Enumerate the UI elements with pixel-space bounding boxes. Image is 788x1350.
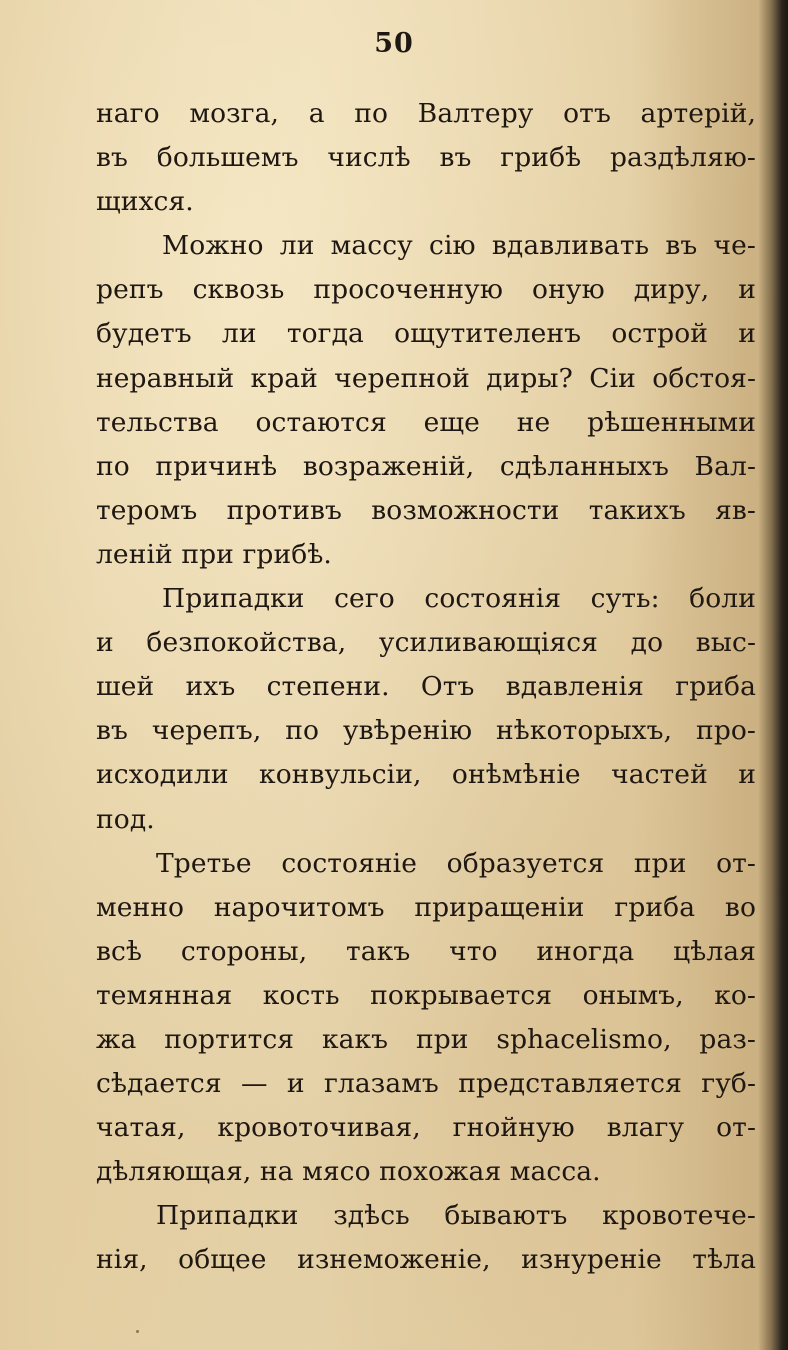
text-line: всѣ стороны, такъ что иногда цѣлая bbox=[96, 935, 756, 967]
text-line: Можно ли массу сiю вдавливать въ че- bbox=[162, 230, 756, 262]
text-line: репъ сквозь просоченную оную диру, и bbox=[96, 274, 756, 306]
page-edge-shadow bbox=[758, 0, 788, 1350]
text-line: под. bbox=[96, 803, 155, 835]
text-line: шей ихъ степени. Отъ вдавленiя гриба bbox=[96, 671, 756, 703]
text-line: темянная кость покрывается онымъ, ко- bbox=[96, 979, 756, 1011]
text-line: чатая, кровоточивая, гнойную влагу от- bbox=[96, 1112, 756, 1144]
text-line: въ черепъ, по увѣренiю нѣкоторыхъ, про- bbox=[96, 715, 756, 747]
text-line: Припадки сего состоянiя суть: боли bbox=[162, 583, 756, 615]
text-line: нiя, общее изнеможенiе, изнуренiе тѣла bbox=[96, 1244, 756, 1276]
page-number: 50 bbox=[374, 28, 414, 59]
text-line: наго мозга, а по Валтеру отъ артерiй, bbox=[96, 98, 756, 129]
text-line: исходили конвульсiи, онѣмѣнiе частей и bbox=[96, 759, 756, 791]
text-line: Третье состоянiе образуется при от- bbox=[156, 847, 756, 879]
text-line: будетъ ли тогда ощутителенъ острой и bbox=[96, 318, 756, 350]
text-line: Припадки здѣсь бываютъ кровотече- bbox=[156, 1200, 756, 1232]
text-line: сѣдается — и глазамъ представляется губ- bbox=[96, 1068, 756, 1100]
text-line: менно нарочитомъ приращенiи гриба во bbox=[96, 891, 756, 923]
text-line: неравный край черепной диры? Сiи обстоя- bbox=[96, 362, 756, 394]
body-text bbox=[96, 92, 756, 1283]
text-line: по причинѣ возраженiй, сдѣланныхъ Вал- bbox=[96, 450, 756, 482]
text-line: ленiй при грибѣ. bbox=[96, 538, 332, 570]
text-line: жа портится какъ при sphacelismo, раз- bbox=[96, 1023, 756, 1055]
text-line: щихся. bbox=[96, 186, 194, 218]
text-line: дѣляющая, на мясо похожая масса. bbox=[96, 1156, 601, 1188]
text-line: тельства остаются еще не рѣшенными bbox=[96, 406, 756, 438]
text-line: и безпокойства, усиливающiяся до выс- bbox=[96, 627, 756, 659]
text-line: въ большемъ числѣ въ грибѣ раздѣляю- bbox=[96, 142, 756, 174]
text-line: теромъ противъ возможности такихъ яв- bbox=[96, 494, 756, 526]
print-speck bbox=[136, 1330, 139, 1333]
